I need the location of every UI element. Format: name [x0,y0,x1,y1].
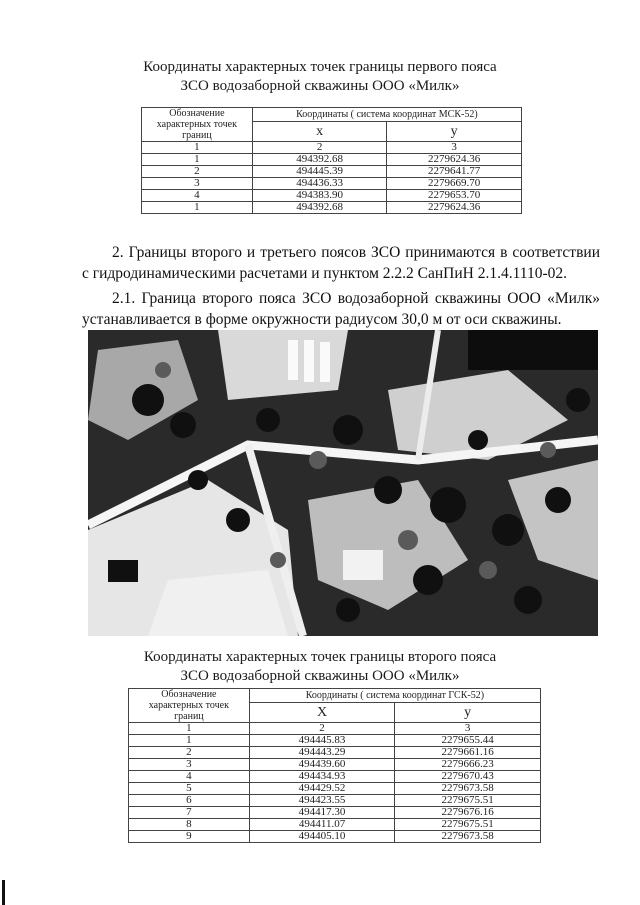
coordinate-y: 2279676.16 [395,807,541,819]
aerial-photo-image [88,330,598,636]
table-row [129,771,541,783]
table-row [142,202,522,214]
coordinate-x: 494383.90 [252,190,387,202]
column-number: 3 [387,142,522,154]
table-row [129,747,541,759]
coordinate-x: 494392.68 [252,154,387,166]
coordinate-y: 2279670.43 [395,771,541,783]
column-number: 3 [395,723,541,735]
column-header-x: Х [249,703,395,723]
aerial-photo [88,330,598,636]
point-number: 3 [142,178,253,190]
point-number: 6 [129,795,250,807]
table-row [129,807,541,819]
coordinate-y: 2279653.70 [387,190,522,202]
column-number: 2 [252,142,387,154]
table-row [142,178,522,190]
table-row [142,154,522,166]
point-number: 4 [142,190,253,202]
coordinate-x: 494436.33 [252,178,387,190]
point-number: 4 [129,771,250,783]
point-number: 1 [142,202,253,214]
column-header-y: у [395,703,541,723]
paragraph-second-third-belts [82,242,600,284]
coordinate-x: 494445.39 [252,166,387,178]
point-number: 2 [129,747,250,759]
coordinate-x: 494434.93 [249,771,395,783]
coordinate-y: 2279661.16 [395,747,541,759]
coordinate-x: 494443.29 [249,747,395,759]
table1-title [0,58,640,96]
paragraph1-text: 2. Границы второго и третьего поясов ЗСО принимаются в соответствии с гидродинамическими расчетами и пунктом 2.2.2 СанПиН 2.1.4.1110-02. [82,244,600,282]
column-number: 2 [249,723,395,735]
scan-edge-mark [2,880,5,905]
point-number: 1 [142,154,253,166]
column-header-designation: Обозначение характерных точек границ [129,689,250,723]
column-header-y: у [387,122,522,142]
column-header-designation: Обозначение характерных точек границ [142,108,253,142]
coordinate-y: 2279624.36 [387,154,522,166]
point-number: 8 [129,819,250,831]
table2-title-line2: ЗСО водозаборной скважины ООО «Милк» [180,668,460,684]
coordinate-y: 2279641.77 [387,166,522,178]
table-row [129,831,541,843]
coordinate-x: 494439.60 [249,759,395,771]
table-row [142,190,522,202]
coordinates-table-first-belt [141,107,522,214]
table2-title [0,648,640,686]
point-number: 3 [129,759,250,771]
coordinate-x: 494417.30 [249,807,395,819]
table-header-row [129,689,541,703]
point-number: 1 [129,735,250,747]
table1-title-line2: ЗСО водозаборной скважины ООО «Милк» [180,78,460,94]
column-header-coordinates: Координаты ( система координат ГСК-52) [249,689,540,703]
coordinate-x: 494445.83 [249,735,395,747]
column-header-x: х [252,122,387,142]
table2-title-line1: Координаты характерных точек границы второго пояса [143,649,497,665]
point-number: 7 [129,807,250,819]
table-row [142,166,522,178]
paragraph2-text: 2.1. Граница второго пояса ЗСО водозаборной скважины ООО «Милк» устанавливается в форме окружности радиусом 30,0 м от оси скважины. [82,290,600,328]
point-number: 9 [129,831,250,843]
coordinate-y: 2279675.51 [395,795,541,807]
table-row [129,795,541,807]
point-number: 2 [142,166,253,178]
column-header-coordinates: Координаты ( система координат МСК-52) [252,108,521,122]
column-number: 1 [142,142,253,154]
paragraph-second-belt-radius [82,288,600,330]
table-header-row [142,108,522,122]
coordinate-y: 2279669.70 [387,178,522,190]
coordinate-x: 494423.55 [249,795,395,807]
coordinate-x: 494392.68 [252,202,387,214]
coordinates-table-second-belt [128,688,541,843]
coordinate-x: 494429.52 [249,783,395,795]
column-number: 1 [129,723,250,735]
coordinate-y: 2279666.23 [395,759,541,771]
coordinate-y: 2279673.58 [395,831,541,843]
table-row [129,735,541,747]
coordinate-y: 2279675.51 [395,819,541,831]
coordinate-y: 2279655.44 [395,735,541,747]
coordinate-x: 494411.07 [249,819,395,831]
table1-title-line1: Координаты характерных точек границы первого пояса [143,59,497,75]
table-row [129,759,541,771]
coordinate-y: 2279624.36 [387,202,522,214]
table-column-number-row [142,142,522,154]
table-row [129,783,541,795]
point-number: 5 [129,783,250,795]
coordinate-y: 2279673.58 [395,783,541,795]
table-row [129,819,541,831]
table-column-number-row [129,723,541,735]
coordinate-x: 494405.10 [249,831,395,843]
